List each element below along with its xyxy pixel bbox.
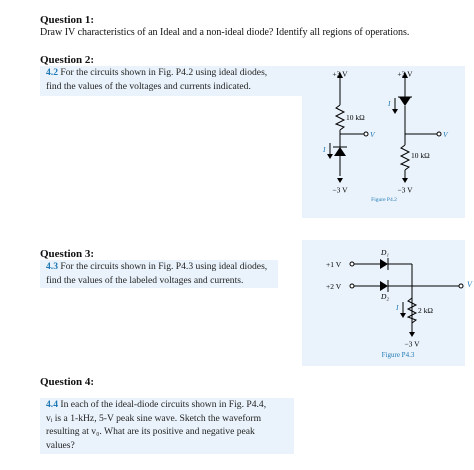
q2-title: Question 2: [40, 54, 95, 66]
q4-line4: values? [46, 439, 75, 451]
p42-caption: Figure P4.2 [371, 197, 397, 203]
p42-current-a: I [323, 145, 326, 154]
p42-output-b: V [443, 130, 448, 139]
figure-p4-2-diagram [302, 66, 465, 218]
p43-supply-neg: −3 V [404, 339, 420, 349]
p43-output-label: V [467, 280, 472, 289]
q2-problem-box [40, 66, 302, 96]
figure-p4-2 [302, 66, 465, 218]
q4-problem-box [40, 398, 294, 454]
p43-caption: Figure P4.3 [381, 351, 415, 359]
p42-supply-pos-b: +3 V [397, 69, 413, 79]
q4-problem-number: 4.4 [46, 399, 58, 410]
q3-problem-box [40, 260, 278, 288]
q2-problem-number: 4.2 [46, 67, 58, 78]
q1-text: Draw IV characteristics of an Ideal and a non-ideal diode? Identify all regions of operations. [40, 27, 410, 38]
q1-title: Question 1: [40, 14, 95, 26]
q4-line1: In each of the ideal-diode circuits shown in Fig. P4.4, [60, 399, 267, 410]
q4-line2: vᵢ is a 1-kHz, 5-V peak sine wave. Sketch the waveform [46, 412, 262, 424]
q3-title: Question 3: [40, 248, 95, 260]
q3-problem-number: 4.3 [46, 261, 58, 272]
p42-current-b: I [388, 99, 391, 108]
p42-supply-pos-a: +3 V [332, 69, 348, 79]
q2-line1: For the circuits shown in Fig. P4.2 using ideal diodes, [60, 67, 268, 78]
q4-line3: resulting at v₀. What are its positive and negative peak [46, 426, 255, 438]
p43-d2: D₂ [381, 292, 390, 301]
q4-title: Question 4: [40, 376, 95, 388]
p42-resistor-a: 10 kΩ [346, 113, 365, 122]
p43-d1: D₁ [381, 248, 390, 257]
p43-input2: +2 V [326, 282, 342, 291]
p42-supply-neg-b: −3 V [397, 185, 413, 195]
p43-current: I [396, 303, 399, 312]
p42-supply-neg-a: −3 V [332, 185, 348, 195]
p42-output-a: V [370, 130, 375, 139]
p43-input1: +1 V [326, 260, 342, 269]
figure-p4-3-diagram [302, 240, 465, 366]
p42-resistor-b: 10 kΩ [411, 151, 430, 160]
q3-line2: find the values of the labeled voltages and currents. [46, 274, 244, 286]
q2-line2: find the values of the voltages and currents indicated. [46, 80, 251, 92]
figure-p4-3 [302, 240, 465, 366]
p43-resistor: 2 kΩ [418, 306, 433, 315]
q3-line1: For the circuits shown in Fig. P4.3 using ideal diodes, [60, 261, 268, 272]
